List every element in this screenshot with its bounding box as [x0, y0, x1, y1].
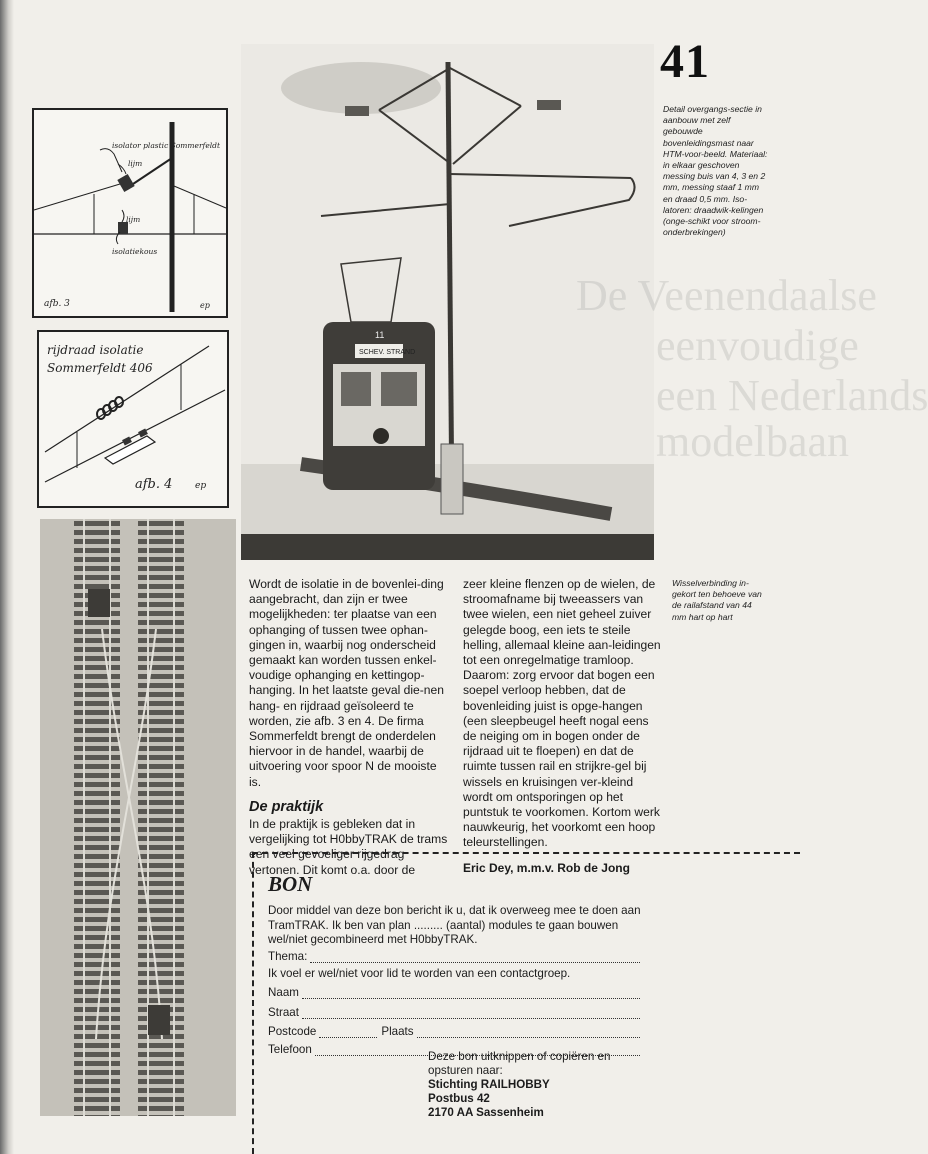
- track-switch-photo-image: [40, 519, 236, 1116]
- fig3-caption-label: afb. 3: [44, 299, 70, 309]
- tram-destination-sign: SCHEV. STRAND: [359, 349, 416, 356]
- article-author: Eric Dey, m.m.v. Rob de Jong: [463, 860, 630, 875]
- page-binding-shadow: [0, 0, 14, 1154]
- caption-switch: Wisselverbinding in-gekort ten behoeve van de railafstand van 44 mm hart op hart: [672, 578, 762, 622]
- bon-postbus: Postbus 42: [428, 1092, 490, 1105]
- caption-mast: Detail overgangs-sectie in aanbouw met zelf gebouwde bovenleidingsmast naar HTM-voor-beeld. Materiaal: in elkaar geschoven messing buis van 4, 3 en 2 mm, messing staaf 1 mm en draad 0,5 mm. Iso-latoren: draadwik-kelingen (onge-schikt voor stroom-onderbrekingen): [663, 104, 768, 238]
- figure-afb-4-drawing: [39, 332, 227, 506]
- bon-send-line-1: Deze bon uitknippen of copiëren en: [428, 1050, 611, 1063]
- field-thema[interactable]: [268, 950, 640, 963]
- bon-city: 2170 AA Sassenheim: [428, 1106, 544, 1119]
- tram-route-number: 11: [375, 330, 385, 340]
- bon-coupon: [252, 852, 800, 1154]
- field-straat-label: Straat: [268, 1006, 299, 1019]
- field-naam[interactable]: [268, 986, 640, 999]
- article-paragraph-2: In de praktijk is gebleken dat in vergelijking tot H0bbyTRAK de trams een veel gevoeliger rijgedrag vertonen. Dit komt o.a. door de: [249, 817, 448, 877]
- ghost-line-2: eenvoudige: [656, 321, 859, 370]
- ghost-line-1: De Veenendaalse: [576, 271, 877, 320]
- bon-intro: Door middel van deze bon bericht ik u, dat ik overweeg mee te doen aan TramTRAK. Ik ben van plan ......... (aantal) modules te gaan bouwen wel/niet gecombineerd met H0bbyTRAK.: [268, 904, 641, 947]
- figure-afb-3: [32, 108, 228, 318]
- field-postcode-plaats[interactable]: [268, 1025, 640, 1038]
- field-contactgroep-label: Ik voel er wel/niet voor lid te worden van een contactgroep.: [268, 967, 571, 980]
- fig3-label-isolator: isolator plastic Sommerfeldt: [112, 141, 220, 150]
- figure-afb-3-drawing: [34, 110, 226, 316]
- bon-send-line-2: opsturen naar:: [428, 1064, 503, 1077]
- field-thema-label: Thema:: [268, 950, 308, 963]
- bon-organisation: Stichting RAILHOBBY: [428, 1078, 550, 1091]
- fig4-title-line-2: Sommerfeldt 406: [47, 361, 153, 375]
- track-switch-photo: [40, 519, 236, 1116]
- fig4-title-line-1: rijdraad isolatie: [47, 343, 144, 357]
- ghost-line-4: modelbaan: [656, 417, 850, 466]
- bon-title: BON: [268, 872, 313, 896]
- article-column-2: [463, 577, 663, 876]
- page-number: 41: [660, 35, 710, 88]
- field-naam-label: Naam: [268, 986, 299, 999]
- article-subheading: De praktijk: [249, 798, 324, 815]
- fig3-label-glue-2: lijm: [126, 215, 141, 224]
- figure-afb-4: [37, 330, 229, 508]
- field-plaats-label: Plaats: [381, 1025, 414, 1038]
- fig3-artist-mark: ep: [200, 301, 210, 310]
- fig3-label-sleeve: isolatiekous: [112, 247, 158, 256]
- article-paragraph-1: Wordt de isolatie in de bovenlei-ding aangebracht, dan zijn er twee mogelijkheden: ter plaatse van een ophanging of tussen twee ophan-gingen in, waarbij nog onderscheid gemaakt kan worden tussen enkel-voudige ophanging en kettingop-hanging. In het laatste geval die-nen hang- en rijdraad geïsoleerd te worden, zie afb. 3 en 4. De firma Sommerfeldt brengt de onderdelen hiervoor in de handel, waarbij de uitvoering voor spoor N de mooiste is.: [249, 577, 444, 789]
- article-paragraph-3: zeer kleine flenzen op de wielen, de stroomafname bij tweeassers van twee wielen, een niet geheel zuiver gelegde boog, een iets te steile helling, allemaal kleine aan-leidingen tot een onregelmatige tramloop. Daarom: zorg ervoor dat bogen een soepel verloop hebben, dat de bovenleiding juist is opge-hangen (een sleepbeugel heeft nogal eens de neiging om in bogen onder de rijdraad uit te floepen) en dat de ruimte tussen rail en strijkre-gel bij wissels en kruisingen ver-kleind wordt om ontsporingen op het puntstuk te voorkomen. Kortom werk nauwkeurig, het voorkomt een hoop teleurstellingen.: [463, 577, 661, 850]
- bon-send-address: [428, 1050, 648, 1120]
- fig4-artist-mark: ep: [195, 481, 207, 491]
- field-straat[interactable]: [268, 1006, 640, 1019]
- ghost-line-3: een Nederlands: [656, 371, 928, 420]
- field-postcode-label: Postcode: [268, 1025, 317, 1038]
- article-column-1: [249, 577, 449, 878]
- field-contactgroep[interactable]: [268, 967, 640, 980]
- field-telefoon-label: Telefoon: [268, 1043, 312, 1056]
- fig4-caption-label: afb. 4: [135, 477, 173, 492]
- fig3-label-glue-1: lijm: [128, 159, 143, 168]
